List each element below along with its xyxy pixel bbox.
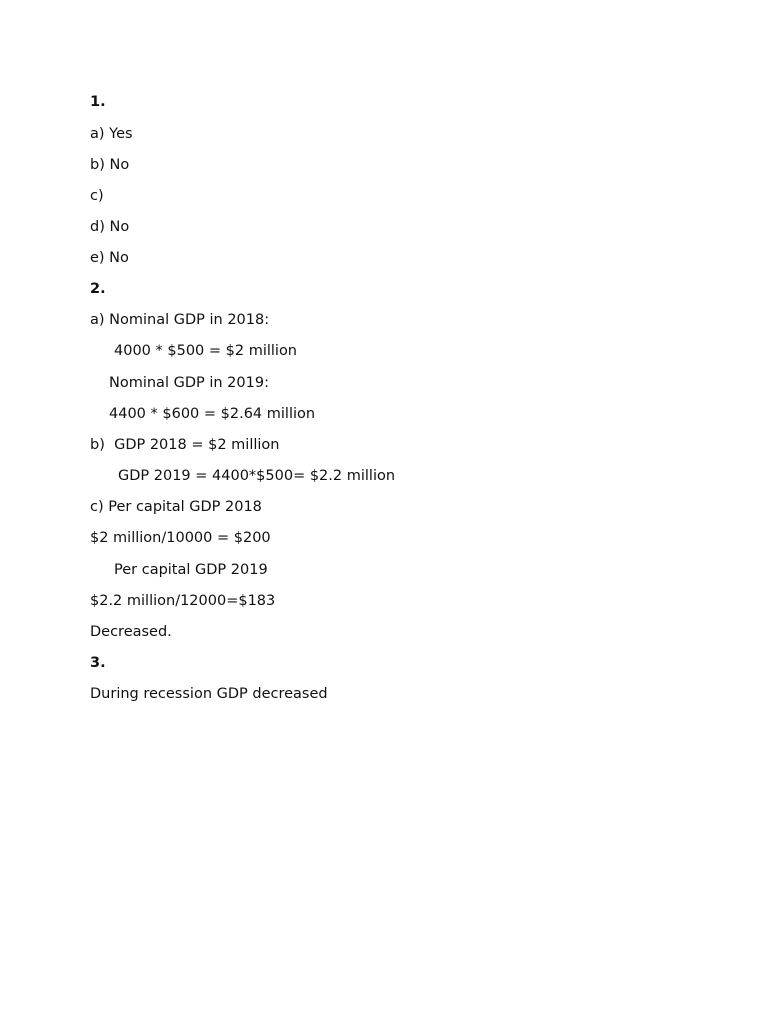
q1-answer-c: c) — [90, 188, 104, 204]
q3-answer: During recession GDP decreased — [90, 686, 328, 702]
q2-a-calc-2019: 4400 * $600 = $2.64 million — [109, 406, 316, 422]
q2-conclusion: Decreased. — [90, 624, 172, 640]
q2-a-calc-2018: 4000 * $500 = $2 million — [114, 343, 297, 359]
q2-c-label-2019: Per capital GDP 2019 — [114, 562, 268, 578]
question-2-heading: 2. — [90, 281, 106, 297]
q2-c-calc-2018: $2 million/10000 = $200 — [90, 530, 271, 546]
question-3-heading: 3. — [90, 655, 106, 671]
q2-c-calc-2019: $2.2 million/12000=$183 — [90, 593, 276, 609]
question-1-heading: 1. — [90, 94, 106, 110]
q1-answer-d: d) No — [90, 219, 130, 235]
q2-b-line-2: GDP 2019 = 4400*$500= $2.2 million — [118, 468, 396, 484]
q2-c-label-2018: c) Per capital GDP 2018 — [90, 499, 262, 515]
q1-answer-e: e) No — [90, 250, 129, 266]
q2-a-label: a) Nominal GDP in 2018: — [90, 312, 270, 328]
q1-answer-b: b) No — [90, 157, 130, 173]
q1-answer-a: a) Yes — [90, 126, 133, 142]
q2-a-label-2019: Nominal GDP in 2019: — [109, 375, 269, 391]
q2-b-line-1: b) GDP 2018 = $2 million — [90, 437, 280, 453]
